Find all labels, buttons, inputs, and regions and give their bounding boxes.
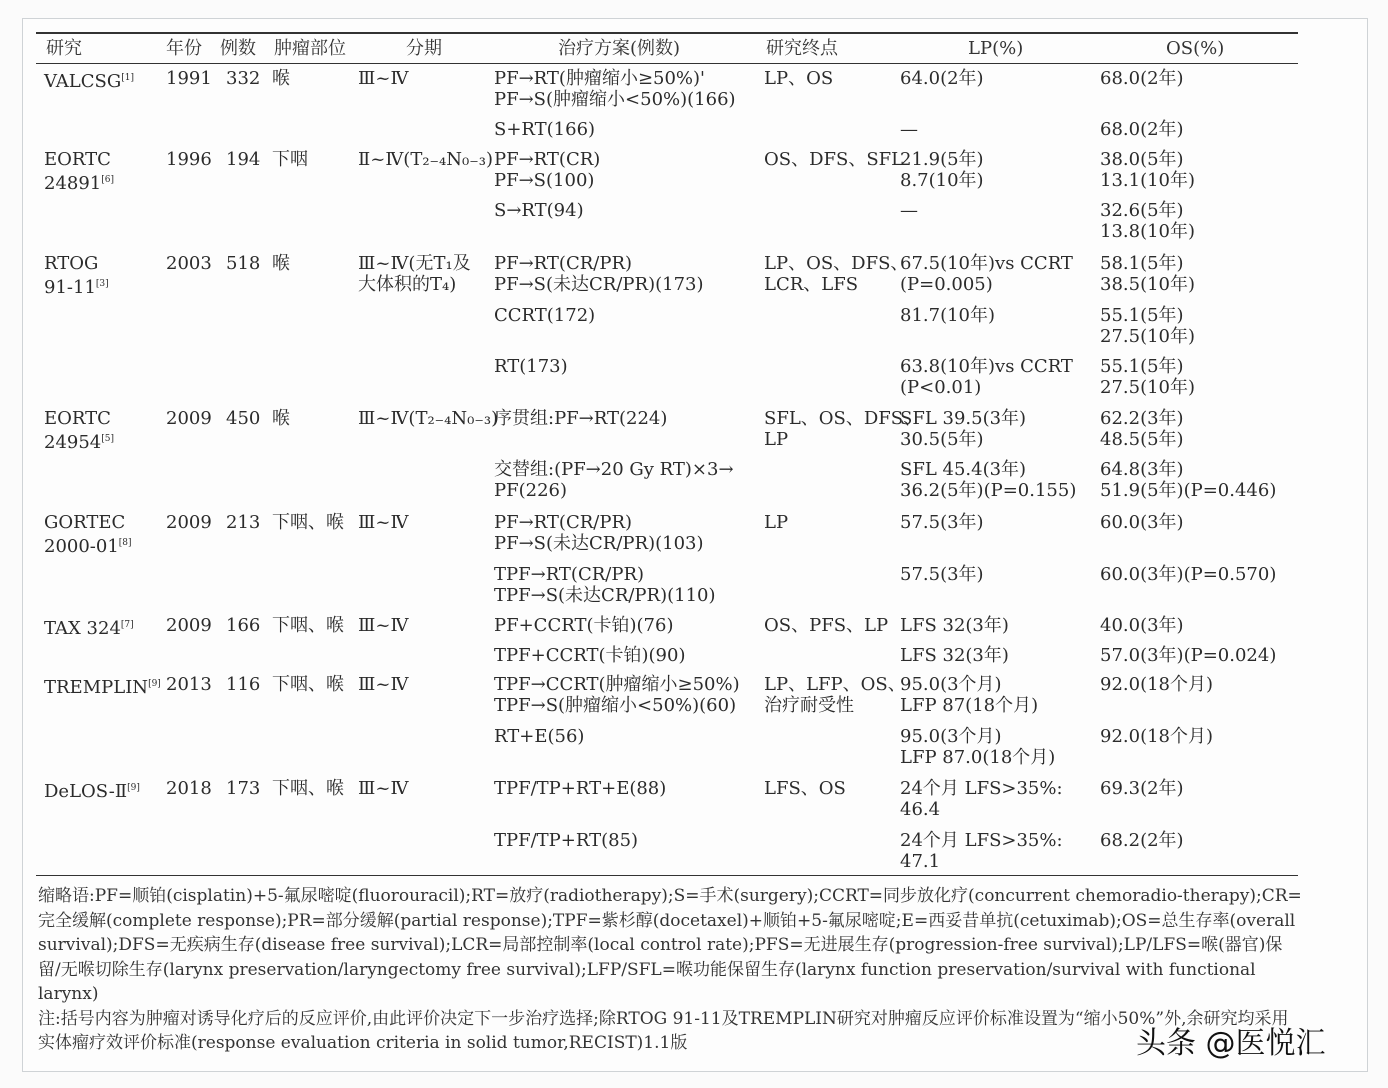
column-header: 治疗方案(例数)	[558, 38, 681, 59]
study-name: DeLOS-Ⅱ[9]	[44, 781, 140, 802]
tumor-site: 喉	[272, 68, 290, 89]
study-name: RTOG 91-11[3]	[44, 253, 109, 298]
column-header: LP(%)	[968, 38, 1024, 59]
tumor-site: 下咽	[272, 149, 308, 170]
study-endpoints: OS、DFS、SFL	[764, 149, 904, 170]
os-value: 60.0(3年)	[1100, 512, 1184, 533]
lp-value: LFS 32(3年)	[900, 645, 1009, 666]
os-value: 92.0(18个月)	[1100, 674, 1214, 695]
reference-marker: [1]	[121, 73, 134, 83]
case-count: 166	[226, 615, 261, 636]
study-year: 2003	[166, 253, 212, 274]
tumor-stage: Ⅲ~Ⅳ	[358, 512, 409, 533]
treatment-arm: PF+CCRT(卡铂)(76)	[494, 615, 674, 636]
case-count: 518	[226, 253, 261, 274]
tumor-stage: Ⅲ~Ⅳ	[358, 68, 409, 89]
column-header: 肿瘤部位	[274, 38, 346, 59]
abbreviations-note: 缩略语:PF=顺铂(cisplatin)+5-氟尿嘧啶(fluorouracil);RT=放疗(radiotherapy);S=手术(surgery);CCRT=同步放化疗(concurrent chemoradio-therapy);CR=完全缓解(complete response);PR=部分缓解(partial response);TPF=紫杉醇(docetaxel)+顺铂+5-氟尿嘧啶;E=西妥昔单抗(cetuximab);OS=总生存率(overall survival);DFS=无疾病生存(disease free survival);LCR=局部控制率(local control rate);PFS=无进展生存(progression-free survival);LP/LFS=喉(器官)保留/无喉切除生存(larynx preservation/laryngectomy free survival);LFP/SFL=喉功能保留生存(larynx function preservation/survival with functional larynx)	[38, 886, 1302, 1004]
study-endpoints: LP、OS、DFS、 LCR、LFS	[764, 253, 909, 295]
case-count: 116	[226, 674, 261, 695]
study-endpoints: SFL、OS、DFS、 LP	[764, 408, 922, 450]
reference-marker: [5]	[101, 434, 115, 444]
study-name: TAX 324[7]	[44, 618, 134, 639]
tumor-stage: Ⅲ~Ⅳ(无T₁及 大体积的T₄)	[358, 253, 471, 295]
os-value: 55.1(5年) 27.5(10年)	[1100, 356, 1196, 398]
lp-value: 81.7(10年)	[900, 305, 996, 326]
treatment-arm: 交替组:(PF→20 Gy RT)×3→ PF(226)	[494, 459, 734, 501]
table-header-rule	[36, 63, 1298, 64]
lp-value: 95.0(3个月) LFP 87(18个月)	[900, 674, 1039, 716]
treatment-arm: S+RT(166)	[494, 119, 596, 140]
tumor-site: 下咽、喉	[272, 674, 344, 695]
treatment-arm: CCRT(172)	[494, 305, 596, 326]
study-name: EORTC 24954[5]	[44, 408, 115, 453]
study-year: 2009	[166, 512, 212, 533]
os-value: 64.8(3年) 51.9(5年)(P=0.446)	[1100, 459, 1277, 501]
os-value: 40.0(3年)	[1100, 615, 1184, 636]
treatment-arm: RT+E(56)	[494, 726, 585, 747]
lp-value: 95.0(3个月) LFP 87.0(18个月)	[900, 726, 1056, 768]
tumor-stage: Ⅱ~Ⅳ(T₂₋₄N₀₋₃)	[358, 149, 493, 170]
case-count: 450	[226, 408, 261, 429]
lp-value: SFL 39.5(3年) 30.5(5年)	[900, 408, 1027, 450]
tumor-site: 下咽、喉	[272, 778, 344, 799]
lp-value: SFL 45.4(3年) 36.2(5年)(P=0.155)	[900, 459, 1077, 501]
tumor-site: 喉	[272, 408, 290, 429]
reference-marker: [8]	[118, 538, 132, 548]
lp-value: —	[900, 119, 918, 140]
case-count: 194	[226, 149, 261, 170]
os-value: 69.3(2年)	[1100, 778, 1184, 799]
study-endpoints: OS、PFS、LP	[764, 615, 889, 636]
os-value: 62.2(3年) 48.5(5年)	[1100, 408, 1184, 450]
os-value: 38.0(5年) 13.1(10年)	[1100, 149, 1196, 191]
treatment-arm: RT(173)	[494, 356, 568, 377]
lp-value: 67.5(10年)vs CCRT (P=0.005)	[900, 253, 1073, 295]
treatment-arm: S→RT(94)	[494, 200, 584, 221]
treatment-arm: PF→RT(肿瘤缩小≥50%)' PF→S(肿瘤缩小<50%)(166)	[494, 68, 736, 110]
tumor-site: 喉	[272, 253, 290, 274]
treatment-arm: TPF/TP+RT+E(88)	[494, 778, 667, 799]
treatment-arm: TPF→RT(CR/PR) TPF→S(未达CR/PR)(110)	[494, 564, 716, 606]
tumor-stage: Ⅲ~Ⅳ	[358, 778, 409, 799]
case-count: 332	[226, 68, 261, 89]
study-year: 1996	[166, 149, 212, 170]
reference-marker: [6]	[101, 175, 115, 185]
table-top-rule	[36, 32, 1298, 34]
watermark-logo: 头条 @医悦汇	[1136, 1026, 1326, 1061]
lp-value: 57.5(3年)	[900, 512, 984, 533]
lp-value: 21.9(5年) 8.7(10年)	[900, 149, 984, 191]
study-endpoints: LP、LFP、OS、 治疗耐受性	[764, 674, 906, 716]
study-year: 2009	[166, 408, 212, 429]
lp-value: 57.5(3年)	[900, 564, 984, 585]
case-count: 173	[226, 778, 261, 799]
treatment-arm: 序贯组:PF→RT(224)	[494, 408, 668, 429]
tumor-site: 下咽、喉	[272, 615, 344, 636]
os-value: 68.2(2年)	[1100, 830, 1184, 851]
tumor-stage: Ⅲ~Ⅳ	[358, 674, 409, 695]
tumor-stage: Ⅲ~Ⅳ	[358, 615, 409, 636]
column-header: 研究终点	[766, 38, 838, 59]
case-count: 213	[226, 512, 261, 533]
os-value: 92.0(18个月)	[1100, 726, 1214, 747]
os-value: 68.0(2年)	[1100, 68, 1184, 89]
study-name: VALCSG[1]	[44, 71, 134, 92]
reference-marker: [9]	[148, 679, 161, 689]
lp-value: LFS 32(3年)	[900, 615, 1009, 636]
tumor-stage: Ⅲ~Ⅳ(T₂₋₄N₀₋₃)	[358, 408, 499, 429]
column-header: 研究	[46, 38, 82, 59]
study-name: TREMPLIN[9]	[44, 677, 161, 698]
treatment-arm: TPF+CCRT(卡铂)(90)	[494, 645, 686, 666]
treatment-arm: PF→RT(CR/PR) PF→S(未达CR/PR)(173)	[494, 253, 704, 295]
study-endpoints: LP	[764, 512, 789, 533]
table-bottom-rule	[36, 875, 1298, 876]
os-value: 32.6(5年) 13.8(10年)	[1100, 200, 1196, 242]
study-year: 2018	[166, 778, 212, 799]
study-endpoints: LP、OS	[764, 68, 834, 89]
tumor-site: 下咽、喉	[272, 512, 344, 533]
table-footnote	[38, 884, 1302, 1056]
column-header: 分期	[406, 38, 442, 59]
reference-marker: [7]	[120, 620, 134, 630]
study-year: 2013	[166, 674, 212, 695]
lp-value: —	[900, 200, 918, 221]
os-value: 58.1(5年) 38.5(10年)	[1100, 253, 1196, 295]
column-header: 例数	[220, 38, 256, 59]
study-year: 2009	[166, 615, 212, 636]
study-year: 1991	[166, 68, 212, 89]
reference-marker: [3]	[95, 279, 109, 289]
reference-marker: [9]	[127, 783, 140, 793]
os-value: 60.0(3年)(P=0.570)	[1100, 564, 1277, 585]
treatment-arm: TPF/TP+RT(85)	[494, 830, 639, 851]
os-value: 55.1(5年) 27.5(10年)	[1100, 305, 1196, 347]
os-value: 57.0(3年)(P=0.024)	[1100, 645, 1277, 666]
lp-value: 24个月 LFS>35%: 47.1	[900, 830, 1063, 872]
lp-value: 64.0(2年)	[900, 68, 984, 89]
column-header: OS(%)	[1166, 38, 1225, 59]
study-endpoints: LFS、OS	[764, 778, 846, 799]
column-header: 年份	[166, 38, 202, 59]
lp-value: 24个月 LFS>35%: 46.4	[900, 778, 1063, 820]
lp-value: 63.8(10年)vs CCRT (P<0.01)	[900, 356, 1073, 398]
treatment-arm: PF→RT(CR/PR) PF→S(未达CR/PR)(103)	[494, 512, 704, 554]
response-criteria-note: 注:括号内容为肿瘤对诱导化疗后的反应评价,由此评价决定下一步治疗选择;除RTOG 91-11及TREMPLIN研究对肿瘤反应评价标准设置为“缩小50%”外,余研究均采用实体瘤疗效评价标准(response evaluation criteria in solid tumor,RECIST)1.1版	[38, 1008, 1289, 1053]
treatment-arm: TPF→CCRT(肿瘤缩小≥50%) TPF→S(肿瘤缩小<50%)(60)	[494, 674, 740, 716]
treatment-arm: PF→RT(CR) PF→S(100)	[494, 149, 601, 191]
study-name: GORTEC 2000-01[8]	[44, 512, 132, 557]
os-value: 68.0(2年)	[1100, 119, 1184, 140]
study-name: EORTC 24891[6]	[44, 149, 115, 194]
